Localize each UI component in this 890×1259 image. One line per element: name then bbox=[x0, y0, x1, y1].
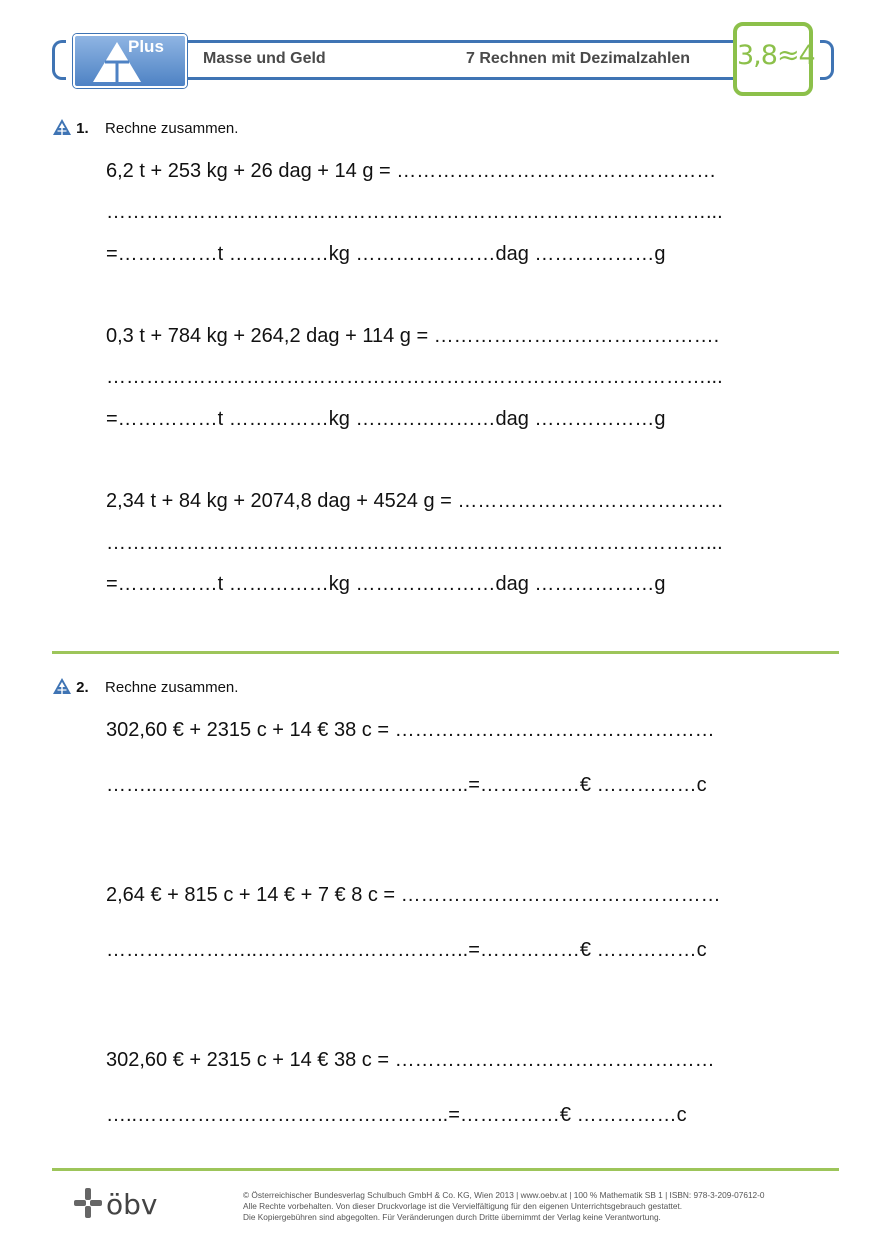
footer-copyright-line-2: Alle Rechte vorbehalten. Von dieser Druckvorlage ist die Vervielfältigung für den eigenen Unterrichtsgebrauch gestattet. bbox=[243, 1201, 683, 1211]
task-1-problem-1-line-3: =……………t ……………kg …………………dag ………………g bbox=[106, 243, 666, 265]
obv-logo-text: öbv bbox=[106, 1188, 158, 1221]
task-1-problem-3-line-3: =……………t ……………kg …………………dag ………………g bbox=[106, 573, 666, 595]
task-2-problem-3-line-2: …..………………………………………..=……………€ ……………c bbox=[106, 1104, 687, 1126]
plus-logo-text: Plus bbox=[128, 37, 164, 56]
task-1-problem-3-line-2: ………………………………………………………………………………... bbox=[106, 532, 723, 554]
task-2-number: 2. bbox=[76, 679, 89, 696]
task-2-heading bbox=[52, 677, 238, 696]
task-2-problem-3-line-1: 302,60 € + 2315 c + 14 € 38 c = ………………………………………… bbox=[106, 1049, 715, 1071]
footer-copyright-line-3: Die Kopiergebühren sind abgegolten. Für Veränderungen durch Dritte übernimmt der Verlag keine Verantwortung. bbox=[243, 1212, 661, 1222]
task-1-instruction: Rechne zusammen. bbox=[105, 120, 239, 137]
level-pyramid-icon bbox=[52, 118, 72, 136]
header-bracket-right bbox=[820, 40, 834, 80]
task-1-number: 1. bbox=[76, 120, 89, 137]
task-1-problem-2-line-2: ………………………………………………………………………………... bbox=[106, 366, 723, 388]
header-rule-bottom bbox=[183, 77, 735, 80]
task-2-problem-1-line-2: ……..………………………………………..=……………€ ……………c bbox=[106, 774, 707, 796]
task-1-problem-3-line-1: 2,34 t + 84 kg + 2074,8 dag + 4524 g = …………………………………. bbox=[106, 490, 723, 512]
obv-logo-icon bbox=[73, 1186, 103, 1220]
level-pyramid-icon bbox=[52, 677, 72, 695]
task-1-heading bbox=[52, 118, 238, 137]
header-bracket-left bbox=[52, 40, 66, 80]
task-1-problem-2-line-3: =……………t ……………kg …………………dag ………………g bbox=[106, 408, 666, 430]
header-subject-title: Masse und Geld bbox=[203, 50, 326, 67]
task-1-problem-2-line-1: 0,3 t + 784 kg + 264,2 dag + 114 g = ……………………………………. bbox=[106, 325, 720, 347]
task-2-problem-2-line-2: …………………..…………………………..=……………€ ……………c bbox=[106, 939, 707, 961]
task-2-problem-2-line-1: 2,64 € + 815 c + 14 € + 7 € 8 c = ………………………………………… bbox=[106, 884, 721, 906]
task-1-problem-1-line-2: ………………………………………………………………………………... bbox=[106, 201, 723, 223]
task-2-problem-1-line-1: 302,60 € + 2315 c + 14 € 38 c = ………………………………………… bbox=[106, 719, 715, 741]
header-chapter-title: 7 Rechnen mit Dezimalzahlen bbox=[466, 50, 691, 67]
rounding-badge-text: 3,8≈4 bbox=[737, 40, 815, 71]
section-divider bbox=[52, 651, 839, 654]
footer-copyright-line-1: © Österreichischer Bundesverlag Schulbuch GmbH & Co. KG, Wien 2013 | www.oebv.at | 100 % Mathematik SB 1 | ISBN: 978-3-209-07612-0 bbox=[243, 1190, 765, 1200]
footer-divider bbox=[52, 1168, 839, 1171]
task-1-problem-1-line-1: 6,2 t + 253 kg + 26 dag + 14 g = ………………………………………… bbox=[106, 160, 717, 182]
task-2-instruction: Rechne zusammen. bbox=[105, 679, 239, 696]
header-rule-top bbox=[183, 40, 735, 43]
